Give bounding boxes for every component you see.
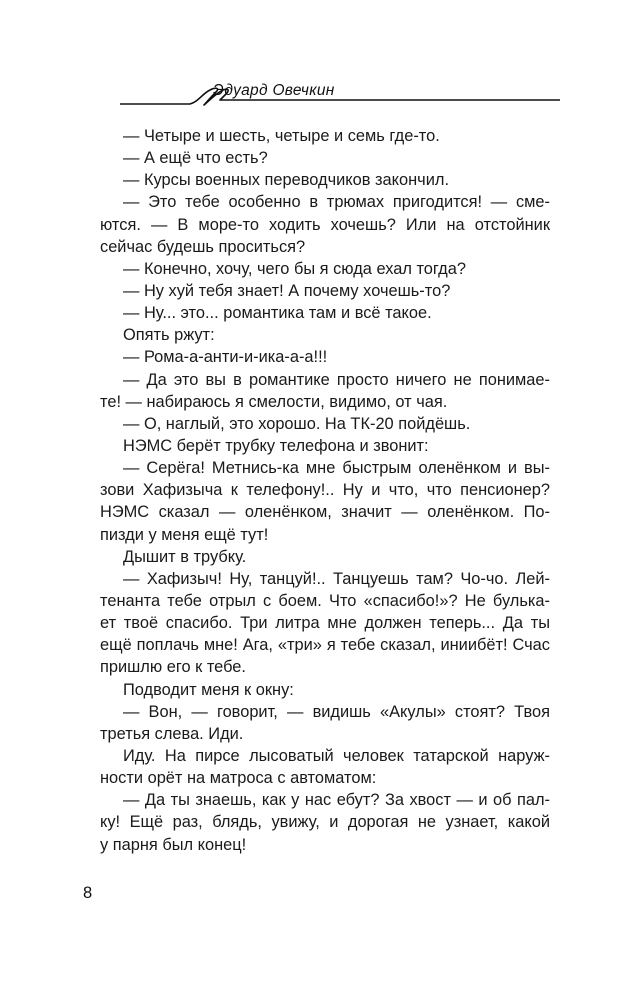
text-line: пришлю его к тебе. (100, 658, 246, 677)
text-line: у парня был конец! (100, 835, 247, 854)
text-line: — Серёга! Метнись-ка мне быстрым оленёнком и вы- (123, 459, 550, 478)
header-swoosh-ornament (120, 76, 560, 116)
text-line: Подводит меня к окну: (123, 680, 294, 699)
text-line: Иду. На пирсе лысоватый человек татарской наруж- (123, 746, 550, 765)
text-line: третья слева. Иди. (100, 724, 244, 743)
text-line: — Четыре и шесть, четыре и семь где-то. (123, 127, 440, 145)
text-line: — Курсы военных переводчиков закончил. (123, 171, 449, 190)
text-line: — О, наглый, это хорошо. На ТК-20 пойдёшь. (123, 414, 471, 433)
text-line: НЭМС сказал — оленёнком, значит — оленёнком. По- (100, 503, 550, 522)
text-line: Опять ржут: (123, 326, 215, 345)
text-line: — Да ты знаешь, как у нас ебут? За хвост — и об пал- (123, 791, 550, 810)
text-line: — Да это вы в романтике просто ничего не понимае- (123, 370, 550, 389)
text-line: ет твоё спасибо. Три литра мне должен теперь... Да ты (100, 614, 550, 633)
text-line: — Рома-а-анти-и-ика-а-а!!! (123, 348, 328, 367)
text-line: те! — набираюсь я смелости, видимо, от чая. (100, 392, 448, 411)
page-number: 8 (83, 884, 93, 902)
text-line: пизди у меня ещё тут! (100, 525, 269, 544)
text-line: — Это тебе особенно в трюмах пригодится! — сме- (123, 193, 550, 212)
text-line: — Вон, — говорит, — видишь «Акулы» стоят? Твоя (123, 702, 550, 721)
text-line: — Хафизыч! Ну, танцуй!.. Танцуешь там? Чо-чо. Лей- (123, 569, 550, 588)
text-line: сейчас будешь проситься? (100, 237, 306, 256)
text-line: НЭМС берёт трубку телефона и звонит: (123, 436, 429, 455)
text-line: — Конечно, хочу, чего бы я сюда ехал тогда? (123, 259, 466, 278)
text-line: ности орёт на матроса с автоматом: (100, 769, 377, 788)
text-line: ку! Ещё раз, блядь, увижу, и дорогая не узнает, какой (100, 813, 550, 832)
text-line: зови Хафизыча к телефону!.. Ну и что, что пенсионер? (100, 481, 550, 500)
text-line: Дышит в трубку. (123, 547, 247, 566)
text-line: — Ну хуй тебя знает! А почему хочешь-то? (123, 281, 451, 300)
text-line: ещё поплачь мне! Ага, «три» я тебе сказал, иниибёт! Счас (100, 636, 550, 655)
text-line: тенанта тебе отрыл с боем. Что «спасибо!»? Не булька- (100, 591, 550, 610)
running-head (120, 76, 560, 116)
body-text (100, 125, 550, 856)
author-name: Эдуард Овечкин (213, 82, 335, 99)
text-line: ются. — В море-то ходить хочешь? Или на отстойник (100, 215, 550, 234)
text-line: — А ещё что есть? (123, 149, 268, 168)
text-line: — Ну... это... романтика там и всё такое. (123, 304, 432, 323)
